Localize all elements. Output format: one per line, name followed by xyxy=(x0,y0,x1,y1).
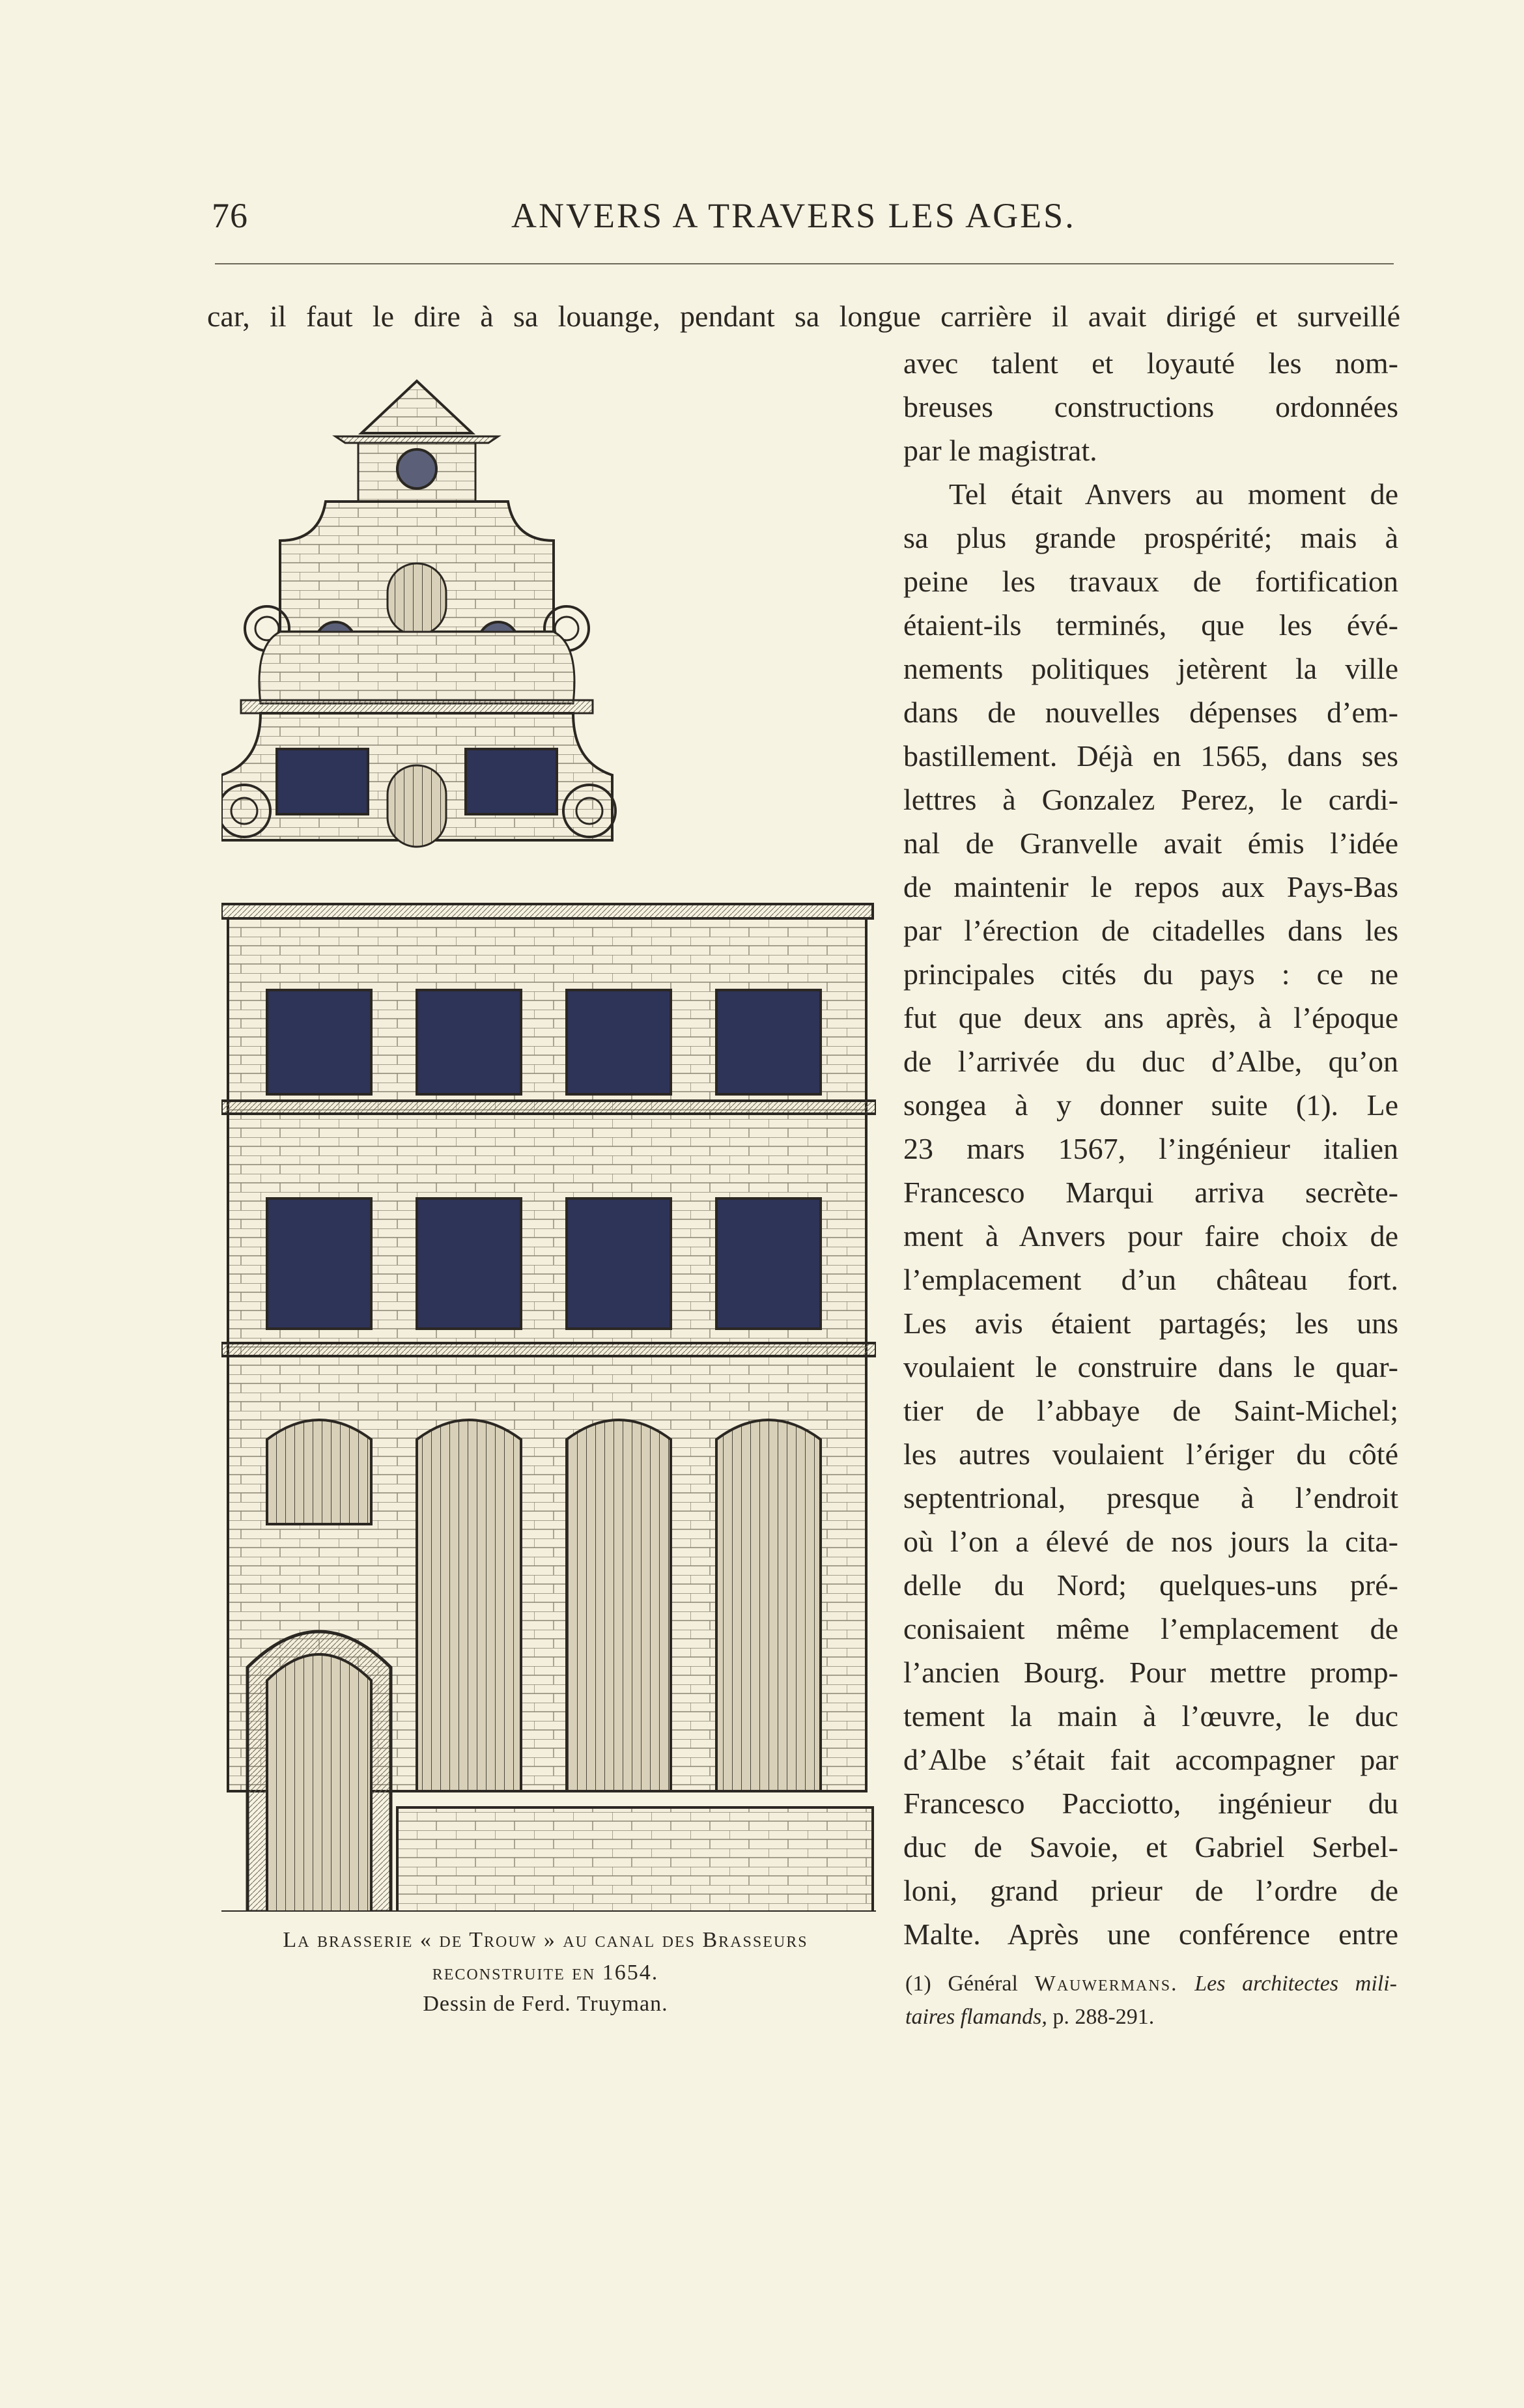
body-line: 23 mars 1567, l’ingénieur italien xyxy=(903,1132,1398,1165)
body-line: peine les travaux de fortification xyxy=(903,565,1398,598)
footnote-pages: p. 288-291. xyxy=(1047,2005,1155,2029)
body-line: bastillement. Déjà en 1565, dans ses xyxy=(903,739,1398,772)
body-line: breuses constructions ordonnées xyxy=(903,390,1398,423)
body-line: lettres à Gonzalez Perez, le cardi- xyxy=(903,783,1398,816)
body-line: par l’érection de citadelles dans les xyxy=(903,914,1398,947)
body-line: de maintenir le repos aux Pays-Bas xyxy=(903,870,1398,903)
footnote-author: Wauwermans. xyxy=(1034,1972,1178,1996)
body-line: tier de l’abbaye de Saint-Michel; xyxy=(903,1394,1398,1427)
body-line: avec talent et loyauté les nom- xyxy=(903,347,1398,380)
body-line: de l’arrivée du duc d’Albe, qu’on xyxy=(903,1045,1398,1078)
footnote-line-1 xyxy=(905,1972,1397,1996)
body-line: fut que deux ans après, à l’époque xyxy=(903,1001,1398,1034)
body-line: étaient-ils terminés, que les évé- xyxy=(903,608,1398,642)
body-line: songea à y donner suite (1). Le xyxy=(903,1088,1398,1122)
body-line: voulaient le construire dans le quar- xyxy=(903,1350,1398,1383)
body-line: l’emplacement d’un château fort. xyxy=(903,1263,1398,1296)
footnote-title-end: taires flamands, xyxy=(905,2005,1047,2029)
body-line: par le magistrat. xyxy=(903,434,1097,467)
body-line: delle du Nord; quelques-uns pré- xyxy=(903,1568,1398,1602)
footnote-marker: (1) Général xyxy=(905,1972,1035,1996)
body-line: tement la main à l’œuvre, le duc xyxy=(903,1699,1398,1733)
figure-caption-title: La brasserie « de Trouw » au canal des Brasseurs xyxy=(283,1928,808,1952)
body-line: ment à Anvers pour faire choix de xyxy=(903,1219,1398,1253)
body-line: où l’on a élevé de nos jours la cita- xyxy=(903,1525,1398,1558)
body-line: Les avis étaient partagés; les uns xyxy=(903,1307,1398,1340)
body-line: Francesco Marqui arriva secrète- xyxy=(903,1176,1398,1209)
body-line: nal de Granvelle avait émis l’idée xyxy=(903,827,1398,860)
body-line: duc de Savoie, et Gabriel Serbel- xyxy=(903,1830,1398,1863)
body-line: septentrional, presque à l’endroit xyxy=(903,1481,1398,1514)
body-line: les autres voulaient l’ériger du côté xyxy=(903,1438,1398,1471)
figure-caption-credit: Dessin de Ferd. Truyman. xyxy=(423,1992,668,2016)
body-line: sa plus grande prospérité; mais à xyxy=(903,521,1398,554)
body-line: loni, grand prieur de l’ordre de xyxy=(903,1874,1398,1907)
body-line: principales cités du pays : ce ne xyxy=(903,957,1398,991)
header-rule xyxy=(215,263,1394,264)
running-title: ANVERS A TRAVERS LES AGES. xyxy=(511,196,1076,235)
body-line: dans de nouvelles dépenses d’em- xyxy=(903,696,1398,729)
body-line: conisaient même l’emplacement de xyxy=(903,1612,1398,1645)
body-line: nements politiques jetèrent la ville xyxy=(903,652,1398,685)
body-line: Malte. Après une conférence entre xyxy=(903,1918,1398,1951)
body-line: Francesco Pacciotto, ingénieur du xyxy=(903,1787,1398,1820)
body-line: d’Albe s’était fait accompagner par xyxy=(903,1743,1398,1776)
figure-caption-subtitle: reconstruite en 1654. xyxy=(432,1961,659,1985)
running-header xyxy=(205,195,1397,248)
body-first-line: car, il faut le dire à sa louange, pendant sa longue carrière il avait dirigé et surveillé xyxy=(207,300,1400,333)
footnote-line-2 xyxy=(905,2005,1397,2030)
body-line: Tel était Anvers au moment de xyxy=(949,477,1398,511)
brewery-facade-engraving xyxy=(221,371,876,1912)
page-number: 76 xyxy=(212,196,248,235)
body-line: l’ancien Bourg. Pour mettre promp- xyxy=(903,1656,1398,1689)
footnote-title-start: Les architectes mili- xyxy=(1178,1972,1397,1996)
